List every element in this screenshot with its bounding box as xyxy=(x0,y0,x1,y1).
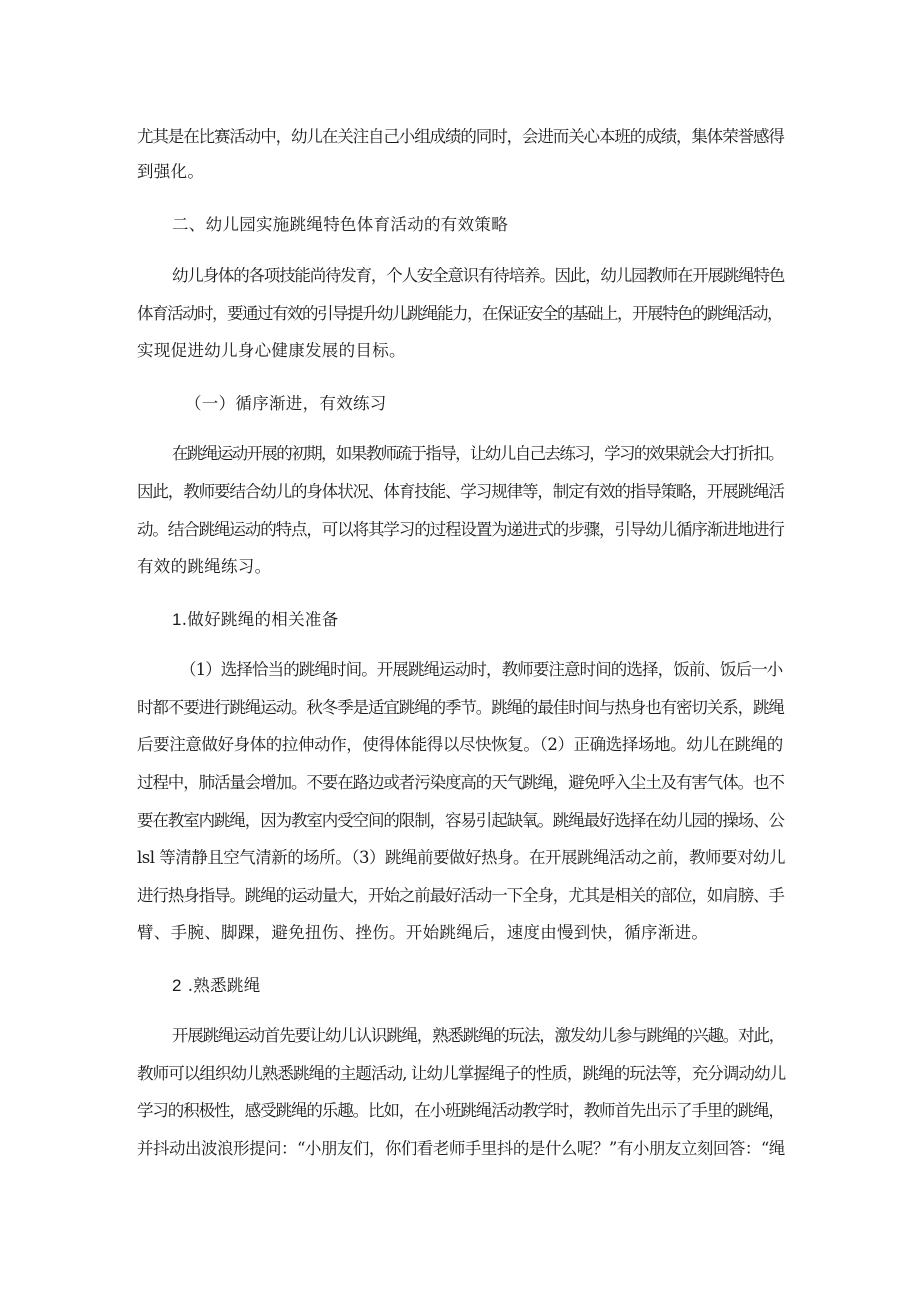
paragraph-line: 因此，教师要结合幼儿的身体状况、体育技能、学习规律等，制定有效的指导策略，开展跳绳活 xyxy=(137,482,784,501)
paragraph-line: 进行热身指导。跳绳的运动量大，开始之前最好活动一下全身，尤其是相关的部位，如肩膀、手 xyxy=(137,886,784,905)
paragraph-line: 有效的跳绳练习。 xyxy=(137,557,272,576)
paragraph-line: 臂、手腕、脚踝，避免扭伤、挫伤。开始跳绳后，速度由慢到快，循序渐进。 xyxy=(137,923,709,942)
paragraph-line: 过程中，肺活量会增加。不要在路边或者污染度高的天气跳绳，避免呼入尘土及有害气体。也不 xyxy=(137,773,784,792)
item-heading xyxy=(172,609,339,631)
item-number: 2 xyxy=(172,976,182,995)
paragraph-line: 学习的积极性，感受跳绳的乐趣。比如，在小班跳绳活动教学时，教师首先出示了手里的跳绳， xyxy=(137,1101,784,1120)
item-number: 1 xyxy=(172,610,182,629)
paragraph-line: 开展跳绳运动首先要让幼儿认识跳绳，熟悉跳绳的玩法，激发幼儿参与跳绳的兴趣。对此， xyxy=(172,1026,785,1045)
paragraph-line: 幼儿身体的各项技能尚待发育，个人安全意识有待培养。因此，幼儿园教师在开展跳绳特色 xyxy=(172,266,785,285)
section-heading: 二、幼儿园实施跳绳特色体育活动的有效策略 xyxy=(172,215,508,234)
paragraph-line: 教师可以组织幼儿熟悉跳绳的主题活动, 让幼儿掌握绳子的性质，跳绳的玩法等，充分调动幼儿 xyxy=(137,1064,786,1083)
subsection-heading: （一）循序渐进，有效练习 xyxy=(185,394,387,413)
paragraph-line: 体育活动时，要通过有效的引导提升幼儿跳绳能力，在保证安全的基础上，开展特色的跳绳活动， xyxy=(137,304,782,323)
paragraph-line: 实现促进幼儿身心健康发展的目标。 xyxy=(137,341,406,360)
paragraph-line: （1）选择恰当的跳绳时间。开展跳绳运动时，教师要注意时间的选择，饭前、饭后一小 xyxy=(180,660,783,679)
paragraph-line: 时都不要进行跳绳运动。秋冬季是适宜跳绳的季节。跳绳的最佳时间与热身也有密切关系，跳绳 xyxy=(137,698,784,717)
paragraph-line: 在跳绳运动开展的初期，如果教师疏于指导，让幼儿自己去练习，学习的效果就会大打折扣。 xyxy=(172,444,783,463)
item-title: .做好跳绳的相关准备 xyxy=(181,610,339,629)
paragraph-line: 并抖动出波浪形提问：“小朋友们，你们看老师手里抖的是什么呢？”有小朋友立刻回答：“绳 xyxy=(137,1139,785,1158)
item-heading xyxy=(172,975,261,997)
paragraph-line: 后要注意做好身体的拉伸动作，使得体能得以尽快恢复。（2）正确选择场地。幼儿在跳绳的 xyxy=(137,735,783,754)
paragraph-line: 动。结合跳绳运动的特点，可以将其学习的过程设置为递进式的步骤，引导幼儿循序渐进地进行 xyxy=(137,520,784,539)
paragraph-line: lsl 等清静且空气清新的场所。（3）跳绳前要做好热身。在开展跳绳活动之前，教师要对幼儿 xyxy=(137,848,786,867)
paragraph-line: 要在教室内跳绳，因为教室内受空间的限制，容易引起缺氧。跳绳最好选择在幼儿园的操场、公 xyxy=(137,811,784,830)
paragraph-line: 尤其是在比赛活动中，幼儿在关注自己小组成绩的同时，会进而关心本班的成绩，集体荣誉感得 xyxy=(137,127,784,146)
item-title: .熟悉跳绳 xyxy=(187,976,261,995)
paragraph-line: 到强化。 xyxy=(137,162,205,181)
